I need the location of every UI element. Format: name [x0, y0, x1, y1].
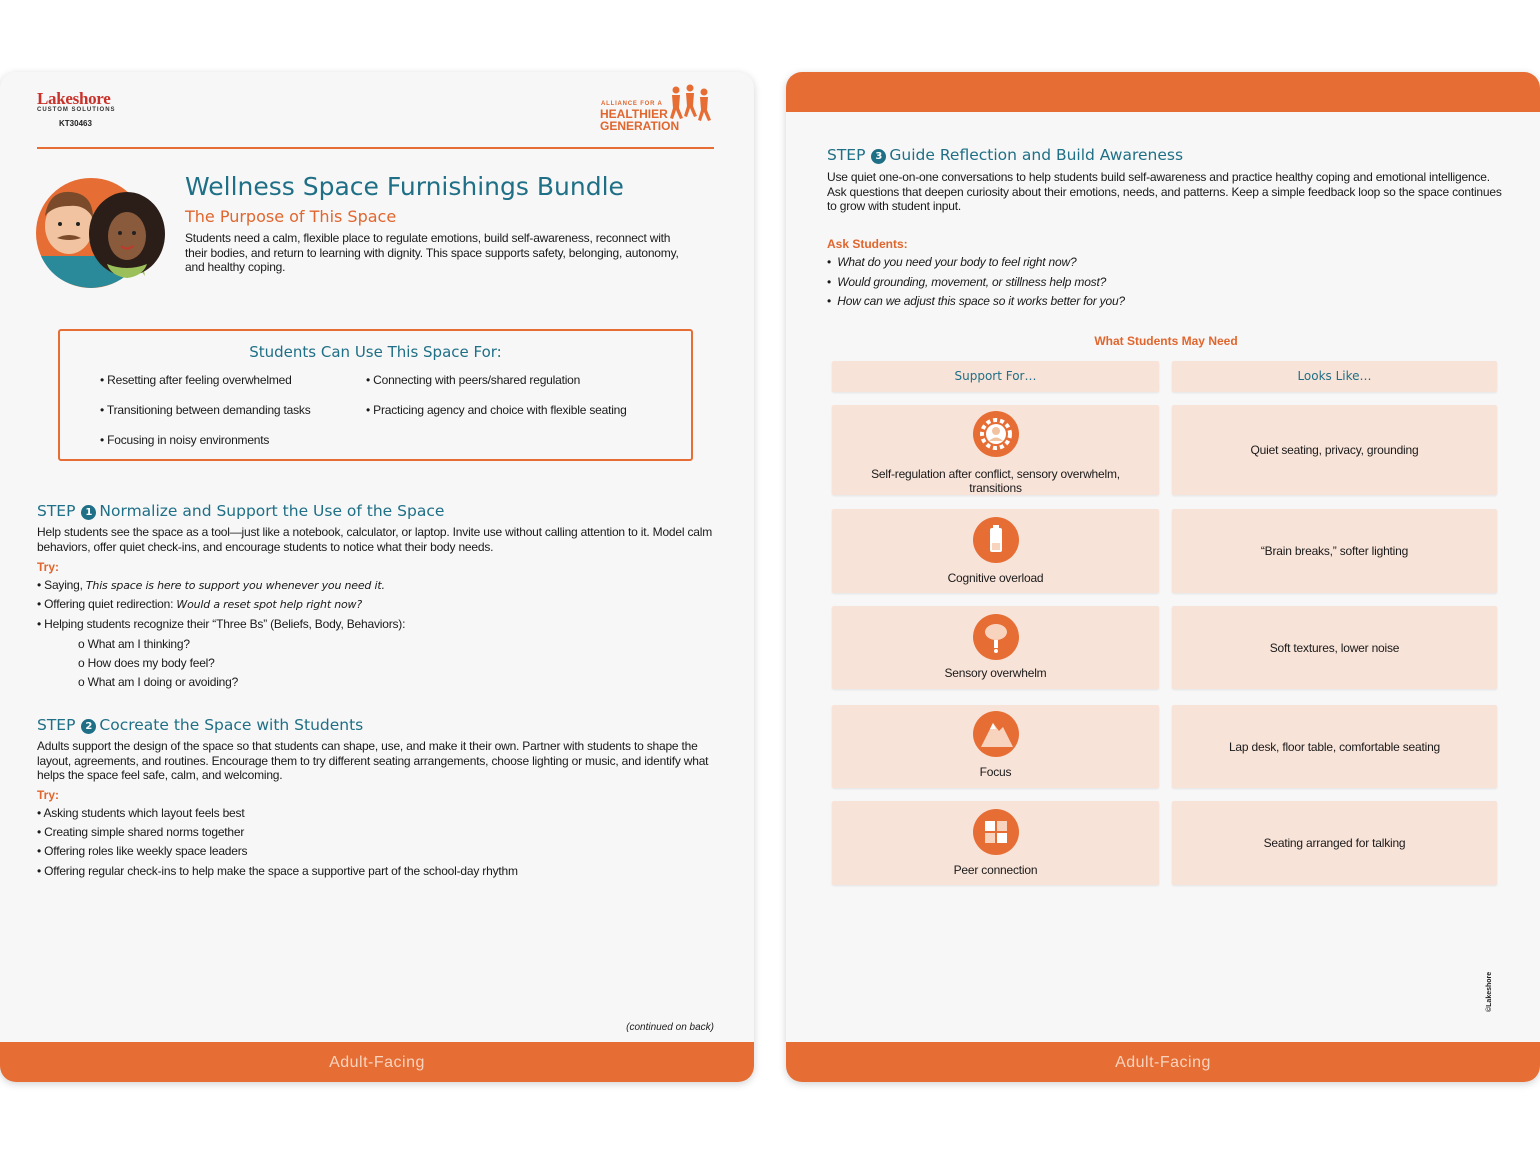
- brain-alert-icon: [973, 614, 1019, 660]
- table-title: What Students May Need: [1094, 334, 1238, 348]
- step1-text: Help students see the space as a tool—just like a notebook, calculator, or laptop. Invite use without calling attention to it. Model calm behaviors, offer quiet check-ins, and encourage students to notice what their body needs.: [37, 525, 712, 554]
- table-cell-looks: Seating arranged for talking: [1172, 801, 1497, 885]
- step3-heading: STEP 3 Guide Reflection and Build Awareness: [827, 146, 1184, 164]
- step-number-badge: 3: [871, 149, 886, 164]
- uses-item: • Resetting after feeling overwhelmed: [100, 373, 292, 387]
- header-rule: [37, 147, 714, 149]
- lakeshore-logo: Lakeshore CUSTOM SOLUTIONS KT30463: [37, 89, 116, 128]
- ask-item: • Would grounding, movement, or stillness help most?: [827, 275, 1107, 289]
- step2-try-item: • Creating simple shared norms together: [37, 825, 245, 839]
- header-band: [786, 72, 1540, 112]
- uses-box: [58, 329, 693, 461]
- step1-try-item: • Offering quiet redirection: Would a reset spot help right now?: [37, 597, 362, 611]
- front-page: [0, 72, 754, 1082]
- step-number-badge: 1: [81, 505, 96, 520]
- step1-sub-item: o How does my body feel?: [78, 656, 215, 670]
- table-cell-support: Sensory overwhelm: [832, 606, 1159, 689]
- uses-item: • Practicing agency and choice with flexible seating: [366, 403, 627, 417]
- uses-item: • Focusing in noisy environments: [100, 433, 270, 447]
- step2-try-item: • Asking students which layout feels best: [37, 806, 245, 820]
- purpose-heading: The Purpose of This Space: [185, 207, 397, 226]
- step-number-badge: 2: [81, 719, 96, 734]
- running-kids-icon: [668, 84, 714, 128]
- battery-icon: [973, 517, 1019, 563]
- continued-note: (continued on back): [626, 1022, 714, 1033]
- step2-heading: STEP 2 Cocreate the Space with Students: [37, 716, 364, 734]
- step1-sub-item: o What am I thinking?: [78, 637, 190, 651]
- table-header-support: Support For…: [832, 361, 1159, 392]
- step2-try-label: Try:: [37, 788, 60, 802]
- table-cell-looks: Quiet seating, privacy, grounding: [1172, 405, 1497, 495]
- step3-text: Use quiet one-on-one conversations to help students build self-awareness and practice healthy coping and emotional intelligence. Ask questions that deepen curiosity about their emotions, needs, and patterns. Keep a simple feedback loop so the space continues to grow with student input.: [827, 170, 1502, 213]
- gear-person-icon: [973, 411, 1019, 457]
- page-title: Wellness Space Furnishings Bundle: [185, 172, 624, 201]
- mountain-icon: [973, 711, 1019, 757]
- step1-try-item: • Saying, This space is here to support you whenever you need it.: [37, 578, 385, 592]
- ask-item: • How can we adjust this space so it works better for you?: [827, 294, 1125, 308]
- uses-box-title: Students Can Use This Space For:: [249, 343, 502, 361]
- ask-item: • What do you need your body to feel right now?: [827, 255, 1077, 269]
- purpose-text: Students need a calm, flexible place to regulate emotions, build self-awareness, reconnect with their bodies, and return to learning with dignity. This space supports safety, belonging, autonomy, and healthy coping.: [185, 231, 679, 274]
- table-cell-support: Peer connection: [832, 801, 1159, 885]
- footer-band: Adult-Facing: [786, 1042, 1540, 1082]
- step2-text: Adults support the design of the space so that students can shape, use, and make it their own. Partner with students to shape the layout, agreements, and routines. Encourage them to try different seating arrangements, choose lighting or music, and identify what helps the space feel safe, calm, and welcoming.: [37, 739, 709, 782]
- back-page: [786, 72, 1540, 1082]
- table-cell-looks: “Brain breaks,” softer lighting: [1172, 509, 1497, 593]
- table-header-looks: Looks Like…: [1172, 361, 1497, 392]
- uses-item: • Transitioning between demanding tasks: [100, 403, 311, 417]
- step1-sub-item: o What am I doing or avoiding?: [78, 675, 239, 689]
- puzzle-icon: [973, 809, 1019, 855]
- healthier-generation-logo: ALLIANCE FOR A HEALTHIER GENERATION: [600, 84, 715, 134]
- ask-students-heading: Ask Students:: [827, 237, 908, 251]
- footer-band: Adult-Facing: [0, 1042, 754, 1082]
- adult-avatars-illustration: [35, 176, 167, 288]
- step2-try-item: • Offering regular check-ins to help make the space a supportive part of the school-day rhythm: [37, 864, 518, 878]
- step1-try-label: Try:: [37, 560, 60, 574]
- step1-try-item: • Helping students recognize their “Three Bs” (Beliefs, Body, Behaviors):: [37, 617, 406, 631]
- copyright-note: ©Lakeshore: [1486, 971, 1493, 1012]
- table-cell-looks: Lap desk, floor table, comfortable seating: [1172, 705, 1497, 788]
- step2-try-item: • Offering roles like weekly space leaders: [37, 844, 248, 858]
- table-cell-looks: Soft textures, lower noise: [1172, 606, 1497, 689]
- uses-item: • Connecting with peers/shared regulation: [366, 373, 581, 387]
- step1-heading: STEP 1 Normalize and Support the Use of the Space: [37, 502, 445, 520]
- table-cell-support: Cognitive overload: [832, 509, 1159, 593]
- table-cell-support: Self-regulation after conflict, sensory overwhelm, transitions: [832, 405, 1159, 495]
- table-cell-support: Focus: [832, 705, 1159, 788]
